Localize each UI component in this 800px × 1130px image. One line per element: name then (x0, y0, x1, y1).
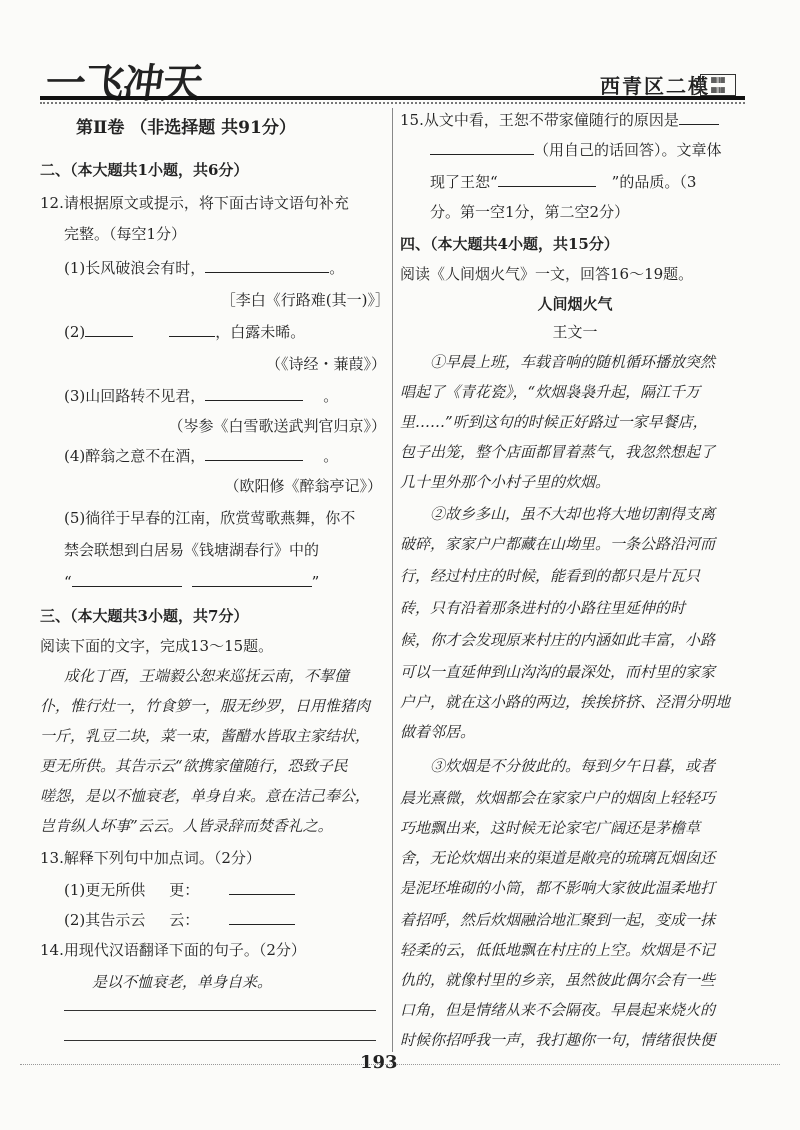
article-line: 着招呼，然后炊烟融洽地汇聚到一起，变成一抹 (400, 911, 716, 929)
q12-stem-cont: 完整。（每空1分） (64, 225, 187, 243)
article-author: 王文一 (552, 323, 598, 341)
section-4-title: 四、（本大题共4小题，共15分） (400, 235, 619, 253)
q13-2: (2)其告示云 云： (64, 910, 295, 930)
q12-4-source: （欧阳修《醉翁亭记》） (224, 477, 382, 495)
section-3-title: 三、（本大题共3小题，共7分） (40, 607, 249, 625)
q12-3: (3)山回路转不见君， 。 (64, 387, 339, 405)
blank[interactable] (192, 572, 312, 587)
article-line: 行，经过村庄的时候，能看到的都只是片瓦只 (400, 567, 701, 585)
q12-5-blank-line: “ ” (64, 573, 320, 591)
passage-line: 嗟怨，是以不恤衰老，单身自来。意在洁己奉公， (40, 787, 371, 805)
article-line: 时候你招呼我一声，我打趣你一句，情绪很快便 (400, 1031, 716, 1049)
header-rule (40, 96, 745, 100)
article-line: 仇的，就像村里的乡亲，虽然彼此偶尔会有一些 (400, 971, 716, 989)
section-2-title: 二、（本大题共1小题，共6分） (40, 161, 249, 179)
q13-stem: 13.解释下列句中加点词。（2分） (40, 849, 261, 867)
article-line: 可以一直延伸到山沟沟的最深处，而村里的家家 (400, 663, 716, 681)
blank[interactable] (85, 322, 133, 337)
q12-3-source: （岑参《白雪歌送武判官归京》） (168, 417, 386, 435)
article-title: 人间烟火气 (537, 295, 613, 313)
q14-stem: 14.用现代汉语翻译下面的句子。（2分） (40, 941, 306, 959)
q14-sentence: 是以不恤衰老，单身自来。 (92, 973, 273, 991)
article-line: 轻柔的云，低低地飘在村庄的上空。炊烟是不记 (400, 941, 716, 959)
column-divider (392, 108, 393, 1052)
q12-1: (1)长风破浪会有时， 。 (64, 259, 345, 277)
q15-cont-2: 现了王恕“ ”的品质。（3 (430, 173, 697, 191)
article-line: 是泥坯堆砌的小筒，都不影响大家彼此温柔地打 (400, 879, 716, 897)
q12-5-cont: 禁会联想到白居易《钱塘湖春行》中的 (64, 541, 320, 559)
header-dotted-rule (40, 102, 745, 104)
exam-district-title: 西青区二模 (600, 74, 710, 98)
q15-cont: （用自己的话回答）。文章体 (430, 140, 722, 160)
q12-4: (4)醉翁之意不在酒， 。 (64, 447, 339, 465)
q12-5: (5)徜徉于早春的江南，欣赏莺歌燕舞，你不 (64, 509, 356, 527)
article-line: 破碎，家家户户都藏在山坳里。一条公路沿河而 (400, 535, 716, 553)
q15-scoring: 分。第一空1分，第二空2分） (430, 203, 630, 221)
blank[interactable] (72, 572, 182, 587)
article-line: 候，你才会发现原来村庄的内涵如此丰富，小路 (400, 631, 716, 649)
q12-1-source: ［李白《行路难(其一)》］ (220, 291, 390, 309)
answer-line[interactable] (64, 1040, 376, 1041)
section-3-intro: 阅读下面的文字，完成13～15题。 (40, 637, 274, 655)
blank[interactable] (430, 140, 534, 155)
article-line: 巧地飘出来，这时候无论家宅广阔还是茅檐草 (400, 819, 701, 837)
article-line: 几十里外那个小村子里的炊烟。 (400, 473, 611, 491)
passage-line: 岂肯纵人坏事”云云。人皆录辞而焚香礼之。 (40, 817, 333, 835)
section-4-intro: 阅读《人间烟火气》一文，回答16～19题。 (400, 265, 694, 283)
article-line: 包子出笼，整个店面都冒着蒸气，我忽然想起了 (400, 443, 716, 461)
blank[interactable] (498, 172, 596, 187)
blank[interactable] (205, 446, 303, 461)
passage-line: 仆，惟行灶一，竹食箩一，服无纱罗，日用惟猪肉 (40, 697, 371, 715)
passage-line: 更无所供。其告示云“欲携家僮随行，恐致子民 (40, 757, 348, 775)
q12-2: (2) ，白露未晞。 (64, 323, 306, 341)
answer-line[interactable] (64, 1010, 376, 1011)
blank[interactable] (229, 880, 295, 895)
article-line: ③炊烟是不分彼此的。每到夕午日暮，或者 (430, 757, 716, 775)
q12-stem: 12.请根据原文或提示，将下面古诗文语句补充 (40, 194, 349, 212)
passage-line: 成化丁酉，王端毅公恕来巡抚云南，不挈僮 (64, 667, 350, 685)
blank[interactable] (679, 110, 719, 125)
blank[interactable] (169, 322, 215, 337)
stamp-icon: ▦▦ ▦▦ (700, 74, 736, 96)
article-line: 口角，但是情绪从来不会隔夜。早晨起来烧火的 (400, 1001, 716, 1019)
article-line: 里……”听到这句的时候正好路过一家早餐店， (400, 413, 708, 431)
passage-line: 一斤，乳豆二块，菜一束，酱醋水皆取主家结状， (40, 727, 371, 745)
q15-stem: 15.从文中看，王恕不带家僮随行的原因是 (400, 110, 719, 130)
article-line: 户户，就在这小路的两边，挨挨挤挤、泾渭分明地 (400, 693, 731, 711)
blank[interactable] (205, 258, 329, 273)
article-line: ②故乡多山，虽不大却也将大地切割得支离 (430, 505, 716, 523)
article-line: 晨光熹微，炊烟都会在家家户户的烟囱上轻轻巧 (400, 789, 716, 807)
q13-1: (1)更无所供 更： (64, 880, 295, 900)
blank[interactable] (229, 910, 295, 925)
brand-logo: 一飞冲天 (42, 61, 205, 107)
article-line: 舍，无论炊烟出来的渠道是敞亮的琉璃瓦烟囱还 (400, 849, 716, 867)
footer-dotted-rule (20, 1064, 780, 1065)
article-line: ①早晨上班，车载音响的随机循环播放突然 (430, 353, 716, 371)
article-line: 砖，只有沿着那条进村的小路往里延伸的时 (400, 599, 686, 617)
part-title: 第Ⅱ卷 （非选择题 共91分） (76, 118, 296, 138)
page-number: 193 (360, 1052, 398, 1073)
article-line: 做着邻居。 (400, 723, 476, 741)
article-line: 唱起了《青花瓷》，“炊烟袅袅升起，隔江千万 (400, 383, 701, 401)
q12-2-source: （《诗经・蒹葭》） (265, 355, 386, 373)
blank[interactable] (205, 386, 303, 401)
